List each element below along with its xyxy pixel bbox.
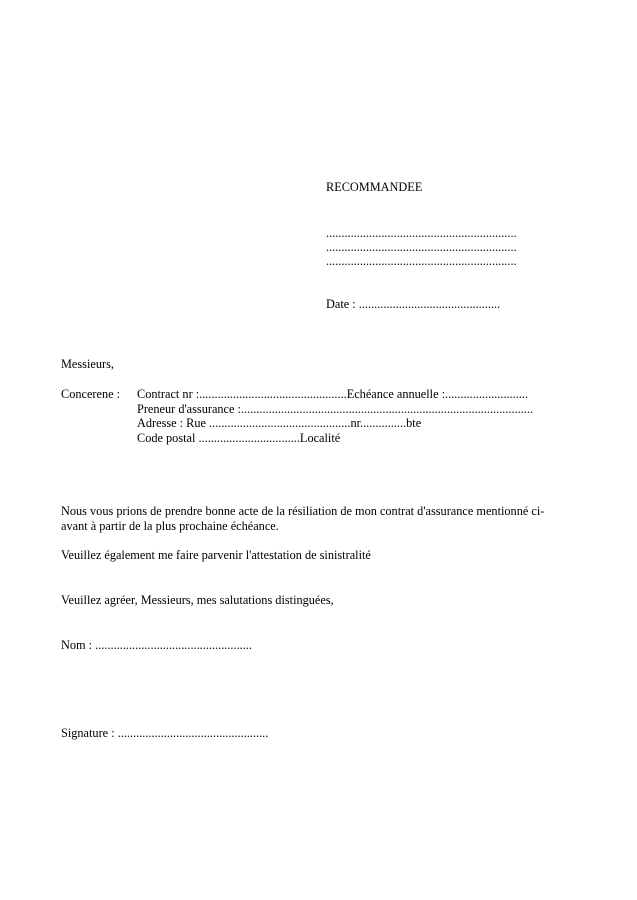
salutation: Messieurs, xyxy=(61,357,114,371)
resiliation-paragraph-line: Nous vous prions de prendre bonne acte de la résiliation de mon contrat d'assurance mentionné ci- xyxy=(61,504,545,518)
adresse-line: Adresse : Rue ..............................................nr...............bte xyxy=(137,416,422,430)
recipient-address-line: .............................................................. xyxy=(326,226,517,240)
attestation-paragraph: Veuillez également me faire parvenir l'attestation de sinistralité xyxy=(61,548,371,562)
concerne-label: Concerene : xyxy=(61,387,121,401)
recipient-address-line: .............................................................. xyxy=(326,240,517,254)
code-postal-line: Code postal .................................Localité xyxy=(137,431,341,445)
recipient-address-line: .............................................................. xyxy=(326,254,517,268)
contract-number-line: Contract nr :................................................Echéance annuelle :........................... xyxy=(137,387,529,401)
recommandee-heading: RECOMMANDEE xyxy=(326,180,423,194)
nom-field: Nom : ................................................... xyxy=(61,638,252,652)
signature-field: Signature : ................................................. xyxy=(61,726,269,740)
resiliation-paragraph-line: avant à partir de la plus prochaine échéance. xyxy=(61,519,279,533)
date-field: Date : .............................................. xyxy=(326,297,501,311)
preneur-assurance-line: Preneur d'assurance :............................................................................................... xyxy=(137,402,534,416)
closing-formula: Veuillez agréer, Messieurs, mes salutations distinguées, xyxy=(61,593,334,607)
